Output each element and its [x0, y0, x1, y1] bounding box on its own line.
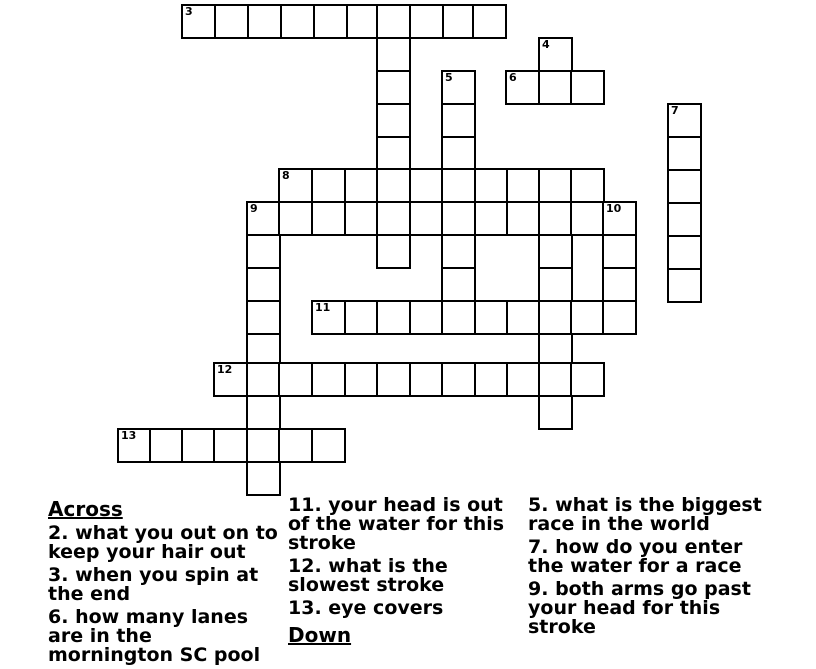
crossword-cell[interactable] — [441, 103, 476, 138]
crossword-cell[interactable] — [409, 201, 444, 236]
crossword-cell[interactable] — [441, 362, 476, 397]
crossword-cell[interactable] — [667, 202, 702, 237]
clue-item — [288, 496, 520, 553]
clue-text: both arms go past your head for this stroke — [528, 578, 751, 638]
clues-section — [0, 494, 816, 666]
clue-item — [288, 599, 520, 618]
crossword-cell[interactable] — [376, 4, 411, 39]
clue-number: 11. — [288, 494, 329, 516]
clue-text: what is the biggest race in the world — [528, 494, 762, 535]
crossword-cell[interactable] — [246, 362, 281, 397]
clue-text: how many lanes are in the mornington SC pool — [48, 606, 261, 666]
crossword-cell[interactable] — [246, 395, 281, 430]
crossword-cell[interactable] — [344, 300, 379, 335]
clues-column-2 — [288, 496, 520, 650]
crossword-cell[interactable] — [667, 268, 702, 303]
cell-number: 4 — [542, 38, 550, 51]
crossword-cell[interactable] — [181, 428, 216, 463]
crossword-cell[interactable] — [311, 201, 346, 236]
crossword-cell[interactable] — [602, 234, 637, 269]
crossword-cell[interactable] — [376, 70, 411, 105]
crossword-cell[interactable] — [246, 267, 281, 302]
crossword-cell[interactable] — [506, 168, 541, 203]
crossword-cell[interactable] — [344, 168, 379, 203]
crossword-cell[interactable] — [246, 300, 281, 335]
crossword-cell[interactable] — [117, 428, 152, 463]
crossword-cell[interactable] — [278, 168, 313, 203]
cell-number: 5 — [445, 71, 453, 84]
clues-column-1 — [48, 496, 280, 669]
cell-number: 6 — [509, 71, 517, 84]
crossword-cell[interactable] — [344, 201, 379, 236]
crossword-cell[interactable] — [409, 300, 444, 335]
clue-section-heading: Down — [288, 623, 352, 647]
clue-number: 2. — [48, 522, 76, 544]
crossword-cell[interactable] — [538, 168, 573, 203]
clue-item — [528, 538, 780, 576]
crossword-cell[interactable] — [538, 300, 573, 335]
clue-number: 7. — [528, 536, 556, 558]
crossword-cell[interactable] — [376, 362, 411, 397]
crossword-cell[interactable] — [376, 136, 411, 171]
crossword-cell[interactable] — [441, 300, 476, 335]
crossword-cell[interactable] — [409, 362, 444, 397]
clue-number: 5. — [528, 494, 556, 516]
crossword-cell[interactable] — [441, 136, 476, 171]
crossword-cell[interactable] — [246, 234, 281, 269]
crossword-cell[interactable] — [149, 428, 184, 463]
crossword-cell[interactable] — [376, 168, 411, 203]
crossword-cell[interactable] — [311, 362, 346, 397]
crossword-cell[interactable] — [538, 362, 573, 397]
crossword-cell[interactable] — [441, 267, 476, 302]
crossword-cell[interactable] — [570, 201, 605, 236]
crossword-cell[interactable] — [505, 70, 540, 105]
crossword-cell[interactable] — [667, 103, 702, 138]
cell-number: 8 — [282, 169, 290, 182]
crossword-cell[interactable] — [538, 201, 573, 236]
clue-number: 6. — [48, 606, 76, 628]
cell-number: 12 — [217, 363, 233, 376]
clue-item — [48, 566, 280, 604]
crossword-cell[interactable] — [278, 201, 313, 236]
cell-number: 10 — [606, 202, 622, 215]
cell-number: 11 — [315, 301, 331, 314]
crossword-cell[interactable] — [474, 168, 509, 203]
crossword-cell[interactable] — [311, 168, 346, 203]
crossword-cell[interactable] — [538, 37, 573, 72]
crossword-cell[interactable] — [474, 300, 509, 335]
clue-item — [528, 496, 780, 534]
crossword-cell[interactable] — [441, 234, 476, 269]
clue-item — [528, 580, 780, 637]
crossword-cell[interactable] — [474, 201, 509, 236]
crossword-cell[interactable] — [570, 362, 605, 397]
clues-column-3 — [528, 496, 780, 641]
crossword-cell[interactable] — [246, 461, 281, 496]
crossword-cell[interactable] — [506, 362, 541, 397]
crossword-cell[interactable] — [538, 395, 573, 430]
crossword-cell[interactable] — [441, 168, 476, 203]
crossword-cell[interactable] — [278, 362, 313, 397]
crossword-cell[interactable] — [311, 300, 346, 335]
crossword-cell[interactable] — [570, 300, 605, 335]
cell-number: 3 — [185, 5, 193, 18]
crossword-cell[interactable] — [506, 300, 541, 335]
crossword-cell[interactable] — [181, 4, 216, 39]
crossword-cell[interactable] — [472, 4, 507, 39]
crossword-cell[interactable] — [344, 362, 379, 397]
clue-item — [48, 608, 280, 665]
cell-number: 9 — [250, 202, 258, 215]
clue-number: 3. — [48, 564, 76, 586]
crossword-cell[interactable] — [538, 70, 573, 105]
crossword-cell[interactable] — [441, 201, 476, 236]
crossword-cell[interactable] — [441, 70, 476, 105]
crossword-cell[interactable] — [311, 428, 346, 463]
crossword-cell[interactable] — [278, 428, 313, 463]
crossword-cell[interactable] — [570, 168, 605, 203]
crossword-cell[interactable] — [602, 201, 637, 236]
crossword-cell[interactable] — [538, 234, 573, 269]
clue-text: what you out on to keep your hair out — [48, 522, 278, 563]
crossword-cell[interactable] — [667, 169, 702, 204]
crossword-cell[interactable] — [409, 168, 444, 203]
clue-section-heading: Across — [48, 497, 123, 521]
crossword-cell[interactable] — [213, 362, 248, 397]
crossword-cell[interactable] — [667, 235, 702, 270]
crossword-cell[interactable] — [602, 300, 637, 335]
clue-number: 12. — [288, 555, 329, 577]
cell-number: 7 — [671, 104, 679, 117]
crossword-cell[interactable] — [246, 428, 281, 463]
cell-number: 13 — [121, 429, 137, 442]
clue-number: 13. — [288, 597, 329, 619]
crossword-cell[interactable] — [376, 234, 411, 269]
crossword-cell[interactable] — [313, 4, 348, 39]
clue-text: how do you enter the water for a race — [528, 536, 743, 577]
clue-item — [288, 557, 520, 595]
clue-number: 9. — [528, 578, 556, 600]
clue-text: your head is out of the water for this stroke — [288, 494, 505, 554]
crossword-cell[interactable] — [667, 136, 702, 171]
crossword-cell[interactable] — [213, 428, 248, 463]
clue-item — [48, 524, 280, 562]
crossword-cell[interactable] — [247, 4, 282, 39]
crossword-cell[interactable] — [409, 4, 444, 39]
crossword-cell[interactable] — [376, 103, 411, 138]
crossword-cell[interactable] — [376, 300, 411, 335]
crossword-cell[interactable] — [602, 267, 637, 302]
crossword-cell[interactable] — [474, 362, 509, 397]
crossword-cell[interactable] — [376, 201, 411, 236]
clue-text: when you spin at the end — [48, 564, 259, 605]
crossword-cell[interactable] — [214, 4, 249, 39]
clue-text: what is the slowest stroke — [288, 555, 448, 596]
crossword-cell[interactable] — [376, 37, 411, 72]
clue-text: eye covers — [328, 597, 444, 619]
crossword-cell[interactable] — [538, 267, 573, 302]
crossword-cell[interactable] — [280, 4, 315, 39]
crossword-cell[interactable] — [506, 201, 541, 236]
crossword-cell[interactable] — [570, 70, 605, 105]
crossword-cell[interactable] — [246, 201, 281, 236]
